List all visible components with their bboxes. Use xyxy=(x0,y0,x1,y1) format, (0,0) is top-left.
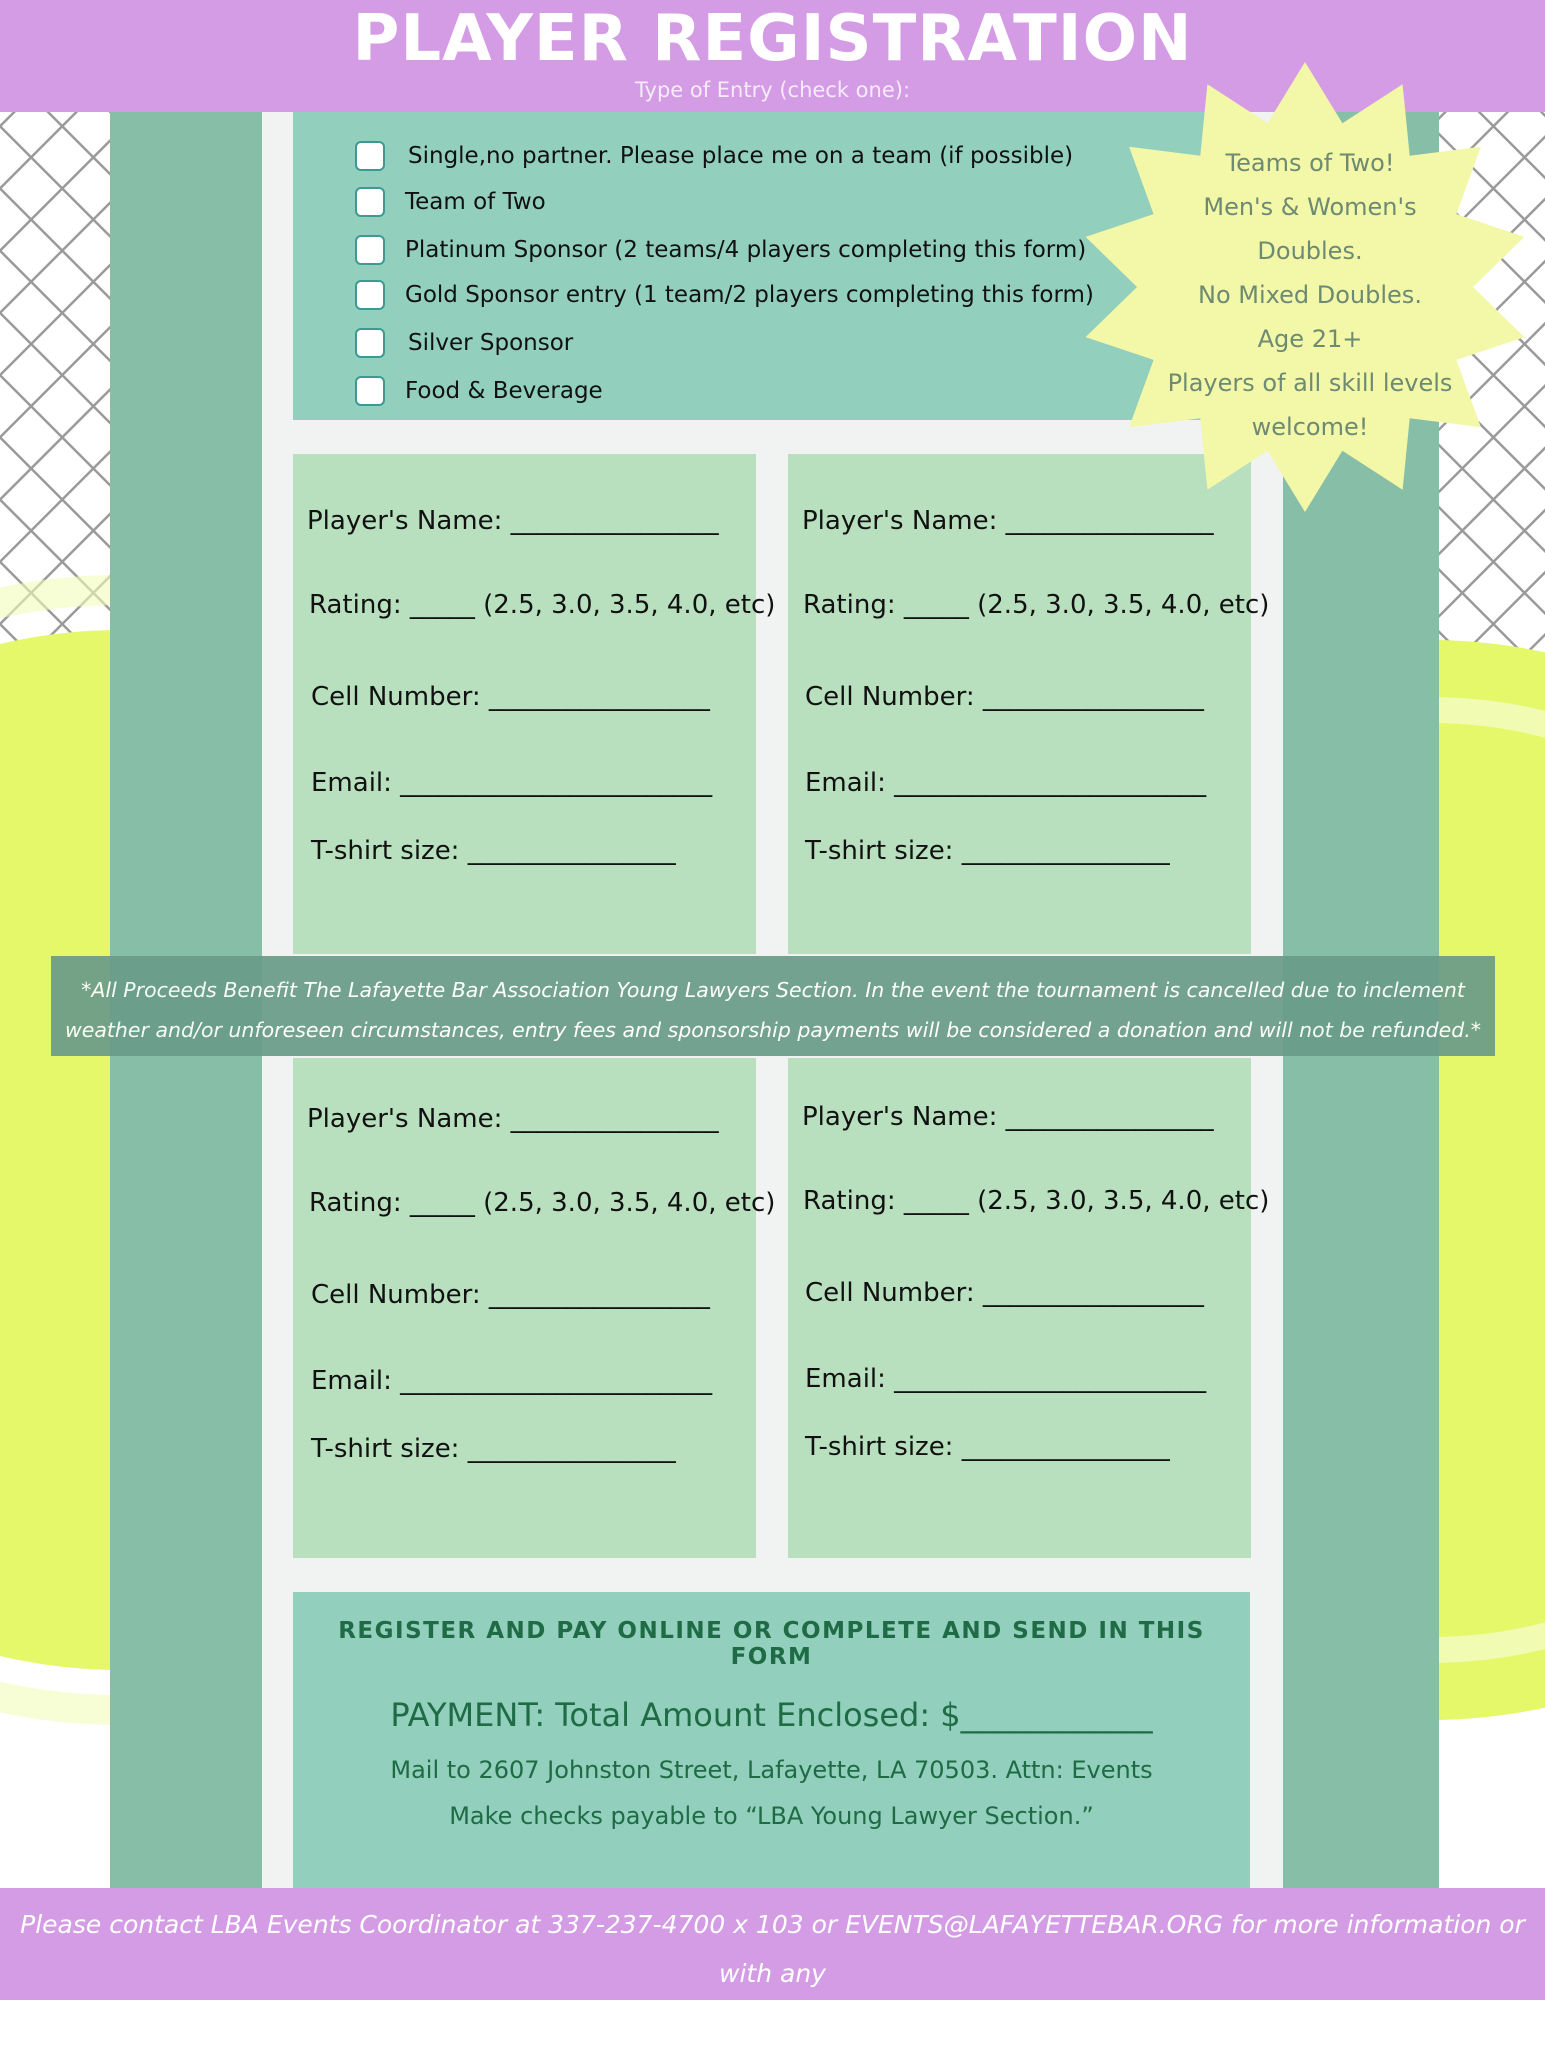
entry-option-label: Gold Sponsor entry (1 team/2 players completing this form) xyxy=(405,282,1094,308)
footer-line-1: Please contact LBA Events Coordinator at 337-237-4700 x 103 or EVENTS@LAFAYETTEBAR.ORG for more information or with any xyxy=(20,1910,1525,1988)
email-field[interactable]: Email: ________________________ xyxy=(311,768,713,798)
rating-field[interactable]: Rating: _____ (2.5, 3.0, 3.5, 4.0, etc) xyxy=(309,1188,776,1218)
notice-line-2: weather and/or unforeseen circumstances, entry fees and sponsorship payments will be considered a donation and will not be refunded.* xyxy=(64,1018,1482,1042)
tshirt-size-field[interactable]: T-shirt size: ________________ xyxy=(311,836,676,866)
entry-option-team-of-two[interactable] xyxy=(355,184,546,220)
email-field[interactable]: Email: ________________________ xyxy=(805,768,1207,798)
tshirt-size-field[interactable]: T-shirt size: ________________ xyxy=(805,836,1170,866)
register-heading: REGISTER AND PAY ONLINE OR COMPLETE AND SEND IN THIS FORM xyxy=(338,1618,1205,1670)
tshirt-size-field[interactable]: T-shirt size: ________________ xyxy=(805,1432,1170,1462)
starburst-line: Doubles. xyxy=(1257,237,1363,265)
rating-field[interactable]: Rating: _____ (2.5, 3.0, 3.5, 4.0, etc) xyxy=(803,1186,1270,1216)
player-card-2 xyxy=(788,454,1270,954)
entry-option-single[interactable] xyxy=(355,138,1073,174)
footer-contact-text xyxy=(0,1900,1545,2047)
entry-option-platinum-sponsor[interactable] xyxy=(355,232,1086,268)
proceeds-notice-banner xyxy=(51,956,1495,1056)
checkbox[interactable] xyxy=(355,376,385,406)
player-card-3 xyxy=(293,1058,776,1558)
starburst-line: Players of all skill levels xyxy=(1167,369,1453,397)
checkbox[interactable] xyxy=(355,280,385,310)
cell-number-field[interactable]: Cell Number: _________________ xyxy=(311,1280,710,1310)
entry-option-label: Single,no partner. Please place me on a team (if possible) xyxy=(408,143,1074,169)
mail-address: Mail to 2607 Johnston Street, Lafayette, LA 70503. Attn: Events xyxy=(390,1756,1153,1784)
checkbox[interactable] xyxy=(355,235,385,265)
starburst-line: Age 21+ xyxy=(1257,325,1363,353)
check-payable-note: Make checks payable to “LBA Young Lawyer Section.” xyxy=(449,1802,1094,1830)
starburst-line: No Mixed Doubles. xyxy=(1198,281,1422,309)
player-name-field[interactable]: Player's Name: ________________ xyxy=(307,506,719,536)
starburst-line: Men's & Women's xyxy=(1203,193,1417,221)
footer-line-2: questions. Sponsors email your logo to LBA Marketing Director at MARKETING@LAFAYETTEBAR.ORG xyxy=(145,2008,1400,2037)
entry-type-label: Type of Entry (check one): xyxy=(634,78,911,102)
tshirt-size-field[interactable]: T-shirt size: ________________ xyxy=(311,1434,676,1464)
player-name-field[interactable]: Player's Name: ________________ xyxy=(307,1104,719,1134)
notice-line-1: *All Proceeds Benefit The Lafayette Bar Association Young Lawyers Section. In the event the tournament is cancelled due to inclement xyxy=(81,978,1465,1002)
checkbox[interactable] xyxy=(355,328,385,358)
entry-option-silver-sponsor[interactable] xyxy=(355,325,573,361)
entry-option-food-beverage[interactable] xyxy=(355,373,603,409)
entry-option-gold-sponsor[interactable] xyxy=(355,277,1094,313)
entry-option-label: Platinum Sponsor (2 teams/4 players completing this form) xyxy=(405,237,1087,263)
footer-bar xyxy=(0,1888,1545,2037)
rating-field[interactable]: Rating: _____ (2.5, 3.0, 3.5, 4.0, etc) xyxy=(803,590,1270,620)
starburst-text xyxy=(1140,141,1480,449)
checkbox[interactable] xyxy=(355,187,385,217)
entry-option-label: Silver Sponsor xyxy=(408,330,574,356)
cell-number-field[interactable]: Cell Number: _________________ xyxy=(805,682,1204,712)
entry-option-label: Team of Two xyxy=(405,189,546,215)
cell-number-field[interactable]: Cell Number: _________________ xyxy=(311,682,710,712)
starburst-line: Teams of Two! xyxy=(1225,149,1395,177)
notice-text xyxy=(51,970,1495,1050)
player-name-field[interactable]: Player's Name: ________________ xyxy=(802,506,1214,536)
cell-number-field[interactable]: Cell Number: _________________ xyxy=(805,1278,1204,1308)
entry-option-label: Food & Beverage xyxy=(405,378,603,404)
player-card-4 xyxy=(788,1058,1270,1558)
email-field[interactable]: Email: ________________________ xyxy=(311,1366,713,1396)
starburst-line: welcome! xyxy=(1251,413,1369,441)
payment-total-field[interactable]: PAYMENT: Total Amount Enclosed: $____________ xyxy=(390,1696,1153,1734)
rating-field[interactable]: Rating: _____ (2.5, 3.0, 3.5, 4.0, etc) xyxy=(309,590,776,620)
player-card-1 xyxy=(293,454,776,954)
email-field[interactable]: Email: ________________________ xyxy=(805,1364,1207,1394)
checkbox[interactable] xyxy=(355,141,385,171)
page-title: PLAYER REGISTRATION xyxy=(352,2,1193,76)
payment-panel xyxy=(293,1592,1250,1888)
player-name-field[interactable]: Player's Name: ________________ xyxy=(802,1102,1214,1132)
